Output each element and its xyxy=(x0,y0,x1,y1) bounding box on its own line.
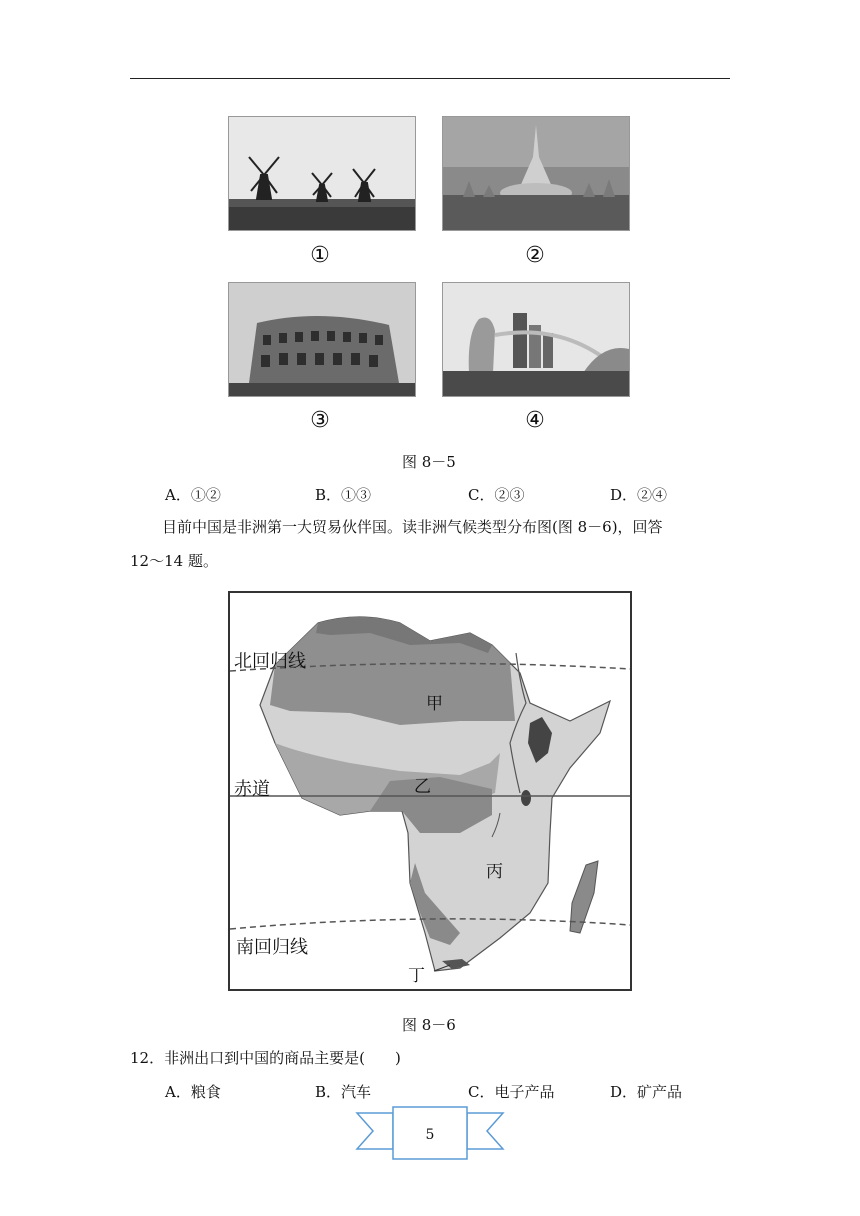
q11-option-b: B．①③ xyxy=(315,486,372,504)
figure-8-5-caption: 图 8－5 xyxy=(402,453,456,471)
photo-1-number: ① xyxy=(310,243,330,268)
map-zone-jia: 甲 xyxy=(426,694,443,714)
map-label-tropic-north: 北回归线 xyxy=(234,651,306,672)
map-zone-ding: 丁 xyxy=(408,966,425,986)
q12-option-d: D．矿产品 xyxy=(610,1083,683,1101)
photo-pagoda xyxy=(442,116,630,231)
figure-8-6-caption: 图 8－6 xyxy=(402,1016,456,1034)
africa-climate-map xyxy=(228,591,632,991)
q12-option-c: C．电子产品 xyxy=(468,1083,555,1101)
q11-option-c: C．②③ xyxy=(468,486,525,504)
header-rule xyxy=(130,78,730,79)
q12-option-b: B．汽车 xyxy=(315,1083,372,1101)
question-12-text: 12．非洲出口到中国的商品主要是( ) xyxy=(130,1049,401,1067)
photo-windmills xyxy=(228,116,416,231)
intro-paragraph xyxy=(130,510,735,578)
q11-option-a: A．①② xyxy=(165,486,221,504)
map-label-tropic-south: 南回归线 xyxy=(236,937,308,958)
photo-3-number: ③ xyxy=(310,408,330,433)
q12-option-a: A．粮食 xyxy=(165,1083,221,1101)
map-label-equator: 赤道 xyxy=(234,779,270,800)
page-number-ribbon xyxy=(355,1105,505,1165)
q11-option-d: D．②④ xyxy=(610,486,668,504)
intro-line-2: 12～14 题。 xyxy=(130,552,218,570)
photo-merlion xyxy=(442,282,630,397)
photo-2-number: ② xyxy=(525,243,545,268)
photo-4-number: ④ xyxy=(525,408,545,433)
page-number: 5 xyxy=(425,1127,435,1143)
photo-colosseum xyxy=(228,282,416,397)
intro-line-1: 目前中国是非洲第一大贸易伙伴国。读非洲气候类型分布图(图 8－6)，回答 xyxy=(162,518,663,536)
map-zone-bing: 丙 xyxy=(486,862,503,882)
map-zone-yi: 乙 xyxy=(414,777,431,797)
